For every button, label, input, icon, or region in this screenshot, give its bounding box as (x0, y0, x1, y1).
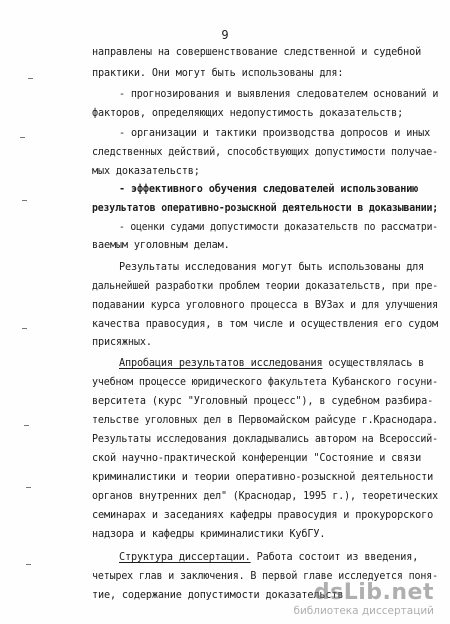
text-line: ской научно-практической конференции "Состояние и связи (92, 453, 422, 464)
structure-heading: Структура диссертации. (119, 552, 251, 563)
text-line: качества правосудия, в том числе и осуществления его судом (92, 319, 439, 330)
text-line: - оценки судами допустимости доказательств по рассматри- (119, 222, 438, 233)
approbation-first-line (119, 357, 424, 371)
text-line: верситета (курс "Уголовный процесс"), в судебном разбира- (92, 396, 434, 407)
approbation-heading: Апробация результатов исследования (119, 358, 323, 369)
margin-mark (26, 487, 31, 488)
text-line: - организации и тактики производства допросов и иных (119, 128, 431, 139)
text-line: подавании курса уголовного процесса в ВУЗах и для улучшения (92, 300, 438, 311)
text-line: Результаты исследования докладывались автором на Всероссий- (92, 434, 438, 445)
text-line-faded: тие, содержание допустимости доказательств (92, 590, 344, 601)
structure-first-line (119, 551, 418, 565)
text-line: Результаты исследования могут быть использованы для (119, 262, 425, 273)
text-line: учебном процессе юридического факультета Кубанского госуни- (92, 377, 438, 388)
text-line: направлены на совершенствование следственной и судебной (92, 47, 422, 58)
text-line: присяжных. (92, 337, 152, 348)
text-line: тельстве уголовных дел в Первомайском райсуде г.Краснодара. (92, 415, 438, 426)
text-line: дальнейшей разработки проблем теории доказательств, при пре- (92, 281, 439, 292)
margin-mark (26, 564, 31, 565)
text-line: результатов оперативно-розыскной деятельности в доказывании; (92, 203, 439, 214)
text-line: органов внутренних дел" (Краснодар, 1995 г.), теоретических (92, 491, 438, 502)
margin-mark (22, 200, 27, 201)
text-line: криминалистики и теории оперативно-розыскной деятельности (92, 472, 434, 483)
text-line: мых доказательств; (92, 166, 200, 177)
margin-mark (24, 425, 29, 426)
text-line: - прогнозирования и выявления следователем оснований и (119, 89, 439, 100)
text-line: практики. Они могут быть использованы для: (92, 68, 344, 79)
structure-first-rest: Работа состоит из введения, (256, 552, 419, 563)
watermark (282, 580, 442, 618)
text-line: семинарах и заседаниях кафедры правосудия и прокурорского (92, 510, 434, 521)
watermark-logo: dsLib.net (313, 580, 434, 605)
text-line: - эффективного обучения следователей использованию (119, 184, 419, 195)
margin-mark (28, 78, 33, 79)
text-line: четырех глав и заключения. В первой главе исследуется поня- (92, 571, 438, 582)
margin-mark (20, 137, 25, 138)
text-line: следственных действий, способствующих допустимости получае- (92, 147, 438, 158)
text-line: факторов, определяющих недопустимость доказательств; (92, 108, 404, 119)
margin-mark (22, 328, 27, 329)
watermark-subtitle: библиотека диссертаций (293, 605, 434, 617)
text-line: надзора и кафедры криминалистики КубГУ. (92, 529, 326, 540)
page-number: 9 (221, 28, 229, 42)
approbation-first-rest: осуществлялась в (328, 358, 425, 369)
text-line: ваемым уголовным делам. (92, 240, 230, 251)
